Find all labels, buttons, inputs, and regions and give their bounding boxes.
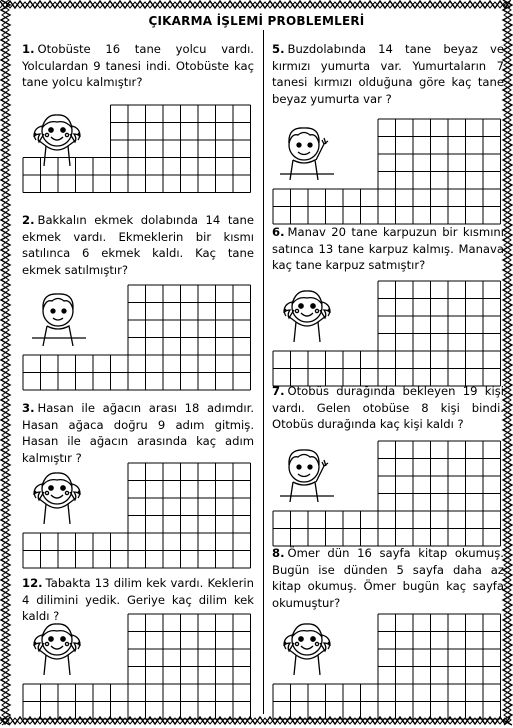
problem-3 bbox=[22, 400, 254, 466]
problem-text bbox=[22, 212, 254, 278]
left-border bbox=[0, 0, 12, 728]
problem-text bbox=[272, 41, 504, 107]
problem-1 bbox=[22, 41, 254, 91]
problem-number: 8. bbox=[272, 546, 285, 560]
problem-text bbox=[22, 400, 254, 466]
problem-number: 6. bbox=[272, 225, 285, 239]
problem-number: 12. bbox=[22, 576, 43, 590]
problem-8 bbox=[272, 545, 504, 611]
problem-body: Otobüs durağında bekleyen 19 kişi vardı. Gelen otobüse 8 kişi bindi. Otobüs durağında kaç kişi kaldı ? bbox=[272, 384, 504, 431]
answer-grid[interactable] bbox=[272, 280, 502, 391]
answer-grid[interactable] bbox=[272, 440, 502, 551]
answer-grid[interactable] bbox=[272, 613, 502, 724]
problem-number: 1. bbox=[22, 42, 35, 56]
grid-lines bbox=[22, 613, 252, 720]
page-title: ÇIKARMA İŞLEMİ PROBLEMLERİ bbox=[148, 14, 365, 28]
grid-lines bbox=[272, 280, 502, 387]
problem-body: Ömer dün 16 sayfa kitap okumuş. Bugün ise dünden 5 sayfa daha az kitap okumuş. Ömer bugün kaç sayfa okumuştur? bbox=[272, 546, 504, 610]
problem-body: Tabakta 13 dilim kek vardı. Keklerin 4 dilimini yedik. Geriye kaç dilim kek kaldı ? bbox=[22, 576, 254, 623]
problem-body: Manav 20 tane karpuzun bir kısmını satınca 13 tane karpuz kalmış. Manava kaç tane karpuz satmıştır? bbox=[272, 225, 504, 272]
top-border bbox=[0, 0, 513, 10]
grid-lines bbox=[22, 284, 252, 391]
problem-5 bbox=[272, 41, 504, 107]
problem-number: 5. bbox=[272, 42, 285, 56]
problem-number: 7. bbox=[272, 384, 285, 398]
problem-7 bbox=[272, 383, 504, 433]
grid-lines bbox=[272, 118, 502, 225]
problem-number: 3. bbox=[22, 401, 35, 415]
problem-text bbox=[272, 224, 504, 274]
problem-text bbox=[22, 41, 254, 91]
problem-body: Bakkalın ekmek dolabında 14 tane ekmek vardı. Ekmeklerin bir kısmı satılınca 6 ekmek kaldı. Kaç tane ekmek satılmıştır? bbox=[22, 213, 254, 277]
problem-2 bbox=[22, 212, 254, 278]
problem-body: Otobüste 16 tane yolcu vardı. Yolculardan 9 tanesi indi. Otobüste kaç tane yolcu kalmıştır? bbox=[22, 42, 254, 89]
right-border bbox=[501, 0, 513, 728]
problem-6 bbox=[272, 224, 504, 274]
problem-number: 2. bbox=[22, 213, 35, 227]
grid-lines bbox=[22, 462, 252, 569]
answer-grid[interactable] bbox=[22, 613, 252, 724]
answer-grid[interactable] bbox=[22, 104, 252, 198]
answer-grid[interactable] bbox=[272, 118, 502, 229]
problem-text bbox=[272, 383, 504, 433]
answer-grid[interactable] bbox=[22, 284, 252, 395]
problem-body: Hasan ile ağacın arası 18 adımdır. Hasan ağaca doğru 9 adım gitmiş. Hasan ile ağacın arasında kaç adım kalmıştır ? bbox=[22, 401, 254, 465]
answer-grid[interactable] bbox=[22, 462, 252, 573]
grid-lines bbox=[22, 104, 252, 194]
problem-body: Buzdolabında 14 tane beyaz ve kırmızı yumurta var. Yumurtaların 7 tanesi kırmızı olduğuna göre kaç tane beyaz yumurta var ? bbox=[272, 42, 504, 106]
column-divider bbox=[263, 30, 264, 714]
problem-text bbox=[272, 545, 504, 611]
grid-lines bbox=[272, 613, 502, 720]
grid-lines bbox=[272, 440, 502, 547]
